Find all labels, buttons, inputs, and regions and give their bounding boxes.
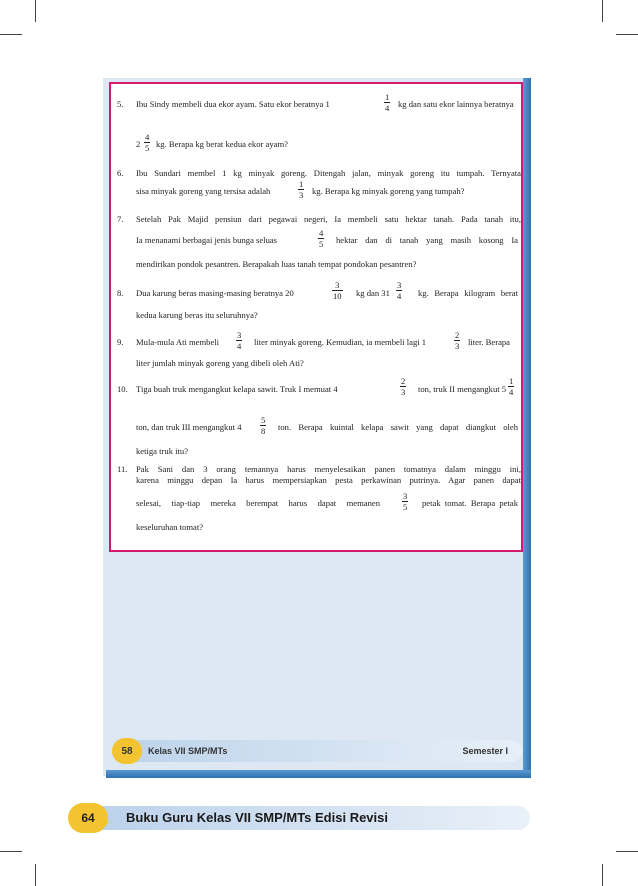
question-text: Dua karung beras masing-masing beratnya 20 [136, 288, 294, 298]
question-number: 9. [117, 337, 124, 347]
inner-footer-semester: Semester I [462, 746, 508, 756]
fraction: $\frac{3}{4}$ [397, 280, 402, 301]
page-edge-right [523, 78, 531, 778]
fraction: $\frac{2}{3}$ [401, 376, 406, 397]
question-number: 5. [117, 99, 124, 109]
question-text: ketiga truk itu? [136, 446, 189, 456]
question-text: sisa minyak goreng yang tersisa adalah [136, 186, 271, 196]
fraction: $\frac{5}{8}$ [261, 415, 266, 436]
fraction: $\frac{3}{4}$ [237, 330, 242, 351]
question-text: kg. Berapa kilogram berat [418, 288, 518, 298]
question-text: Tiga buah truk mengangkut kelapa sawit. Truk I memuat 4 [136, 384, 338, 394]
crop-mark [602, 0, 603, 22]
fraction: $\frac{3}{10}$ [333, 280, 342, 301]
question-text: selesai, tiap-tiap mereka berempat harus dapat memanen [136, 498, 380, 508]
question-text: liter minyak goreng. Kemudian, ia membeli lagi 1 [254, 337, 427, 347]
crop-mark [602, 864, 603, 886]
question-7 [117, 214, 521, 274]
crop-mark [0, 851, 22, 852]
question-number: 8. [117, 288, 124, 298]
question-text: ton, truk II mengangkut 5 [418, 384, 507, 394]
question-text: Pak Sani dan 3 orang temannya harus menyelesaikan panen tomatnya dalam minggu ini, [136, 464, 521, 474]
question-text: ton. Berapa kuintal kelapa sawit yang dapat diangkut oleh [278, 422, 518, 432]
fraction: $\frac{1}{4}$ [385, 92, 390, 113]
question-text: ton, dan truk III mengangkut 4 [136, 422, 242, 432]
question-text: kg dan satu ekor lainnya beratnya [398, 99, 514, 109]
question-text: liter jumlah minyak goreng yang dibeli oleh Ati? [136, 358, 304, 368]
question-text: Setelah Pak Majid pensiun dari pegawai negeri, Ia membeli satu hektar tanah. Pada tanah itu, [136, 214, 521, 224]
fraction: $\frac{2}{3}$ [455, 330, 460, 351]
question-text: kg. Berapa kg berat kedua ekor ayam? [156, 139, 288, 149]
question-text: hektar dan di tanah yang masih kosong Ia [336, 235, 518, 245]
question-5 [117, 92, 521, 162]
question-text: liter. Berapa [468, 337, 510, 347]
crop-mark [0, 34, 22, 35]
question-text: kedua karung beras itu seluruhnya? [136, 310, 258, 320]
fraction: $\frac{4}{5}$ [319, 228, 324, 249]
question-text: Ibu Sundari membel 1 kg minyak goreng. Ditengah jalan, minyak goreng itu tumpah. Ternyata [136, 168, 521, 178]
fraction: $\frac{1}{4}$ [509, 376, 514, 397]
question-number: 10. [117, 384, 128, 394]
question-text: mendirikan pondok pesantren. Berapakah luas tanah tempat pondokan pesantren? [136, 259, 417, 269]
page-edge-bottom [106, 770, 531, 778]
question-text: petak tomat. Berapa petak [422, 498, 518, 508]
question-text: Ia menanami berbagai jenis bunga seluas [136, 235, 278, 245]
fraction: $\frac{1}{3}$ [299, 179, 304, 200]
question-11 [117, 464, 521, 536]
question-text: Mula-mula Ati membeli [136, 337, 220, 347]
fraction: $\frac{4}{5}$ [145, 132, 150, 153]
book-title: Buku Guru Kelas VII SMP/MTs Edisi Revisi [126, 810, 388, 825]
question-9 [117, 328, 521, 368]
crop-mark [35, 864, 36, 886]
inner-footer-class: Kelas VII SMP/MTs [148, 746, 228, 756]
crop-mark [616, 34, 638, 35]
crop-mark [616, 851, 638, 852]
question-text: keseluruhan tomat? [136, 522, 204, 532]
question-text: karena minggu depan Ia harus mempersiapkan pesta perkawinan putrinya. Agar panen dapat [136, 475, 521, 485]
inner-page-number: 58 [112, 738, 142, 764]
question-number: 7. [117, 214, 124, 224]
question-8 [117, 278, 521, 322]
outer-page-number: 64 [68, 803, 108, 833]
question-number: 6. [117, 168, 124, 178]
question-number: 11. [117, 464, 128, 474]
question-text: 2 [136, 139, 141, 149]
question-text: kg dan 31 [356, 288, 390, 298]
question-text: kg. Berapa kg minyak goreng yang tumpah? [312, 186, 465, 196]
question-6 [117, 168, 521, 208]
crop-mark [35, 0, 36, 22]
question-text: Ibu Sindy membeli dua ekor ayam. Satu ekor beratnya 1 [136, 99, 330, 109]
fraction: $\frac{3}{5}$ [403, 491, 408, 512]
question-10 [117, 376, 521, 460]
